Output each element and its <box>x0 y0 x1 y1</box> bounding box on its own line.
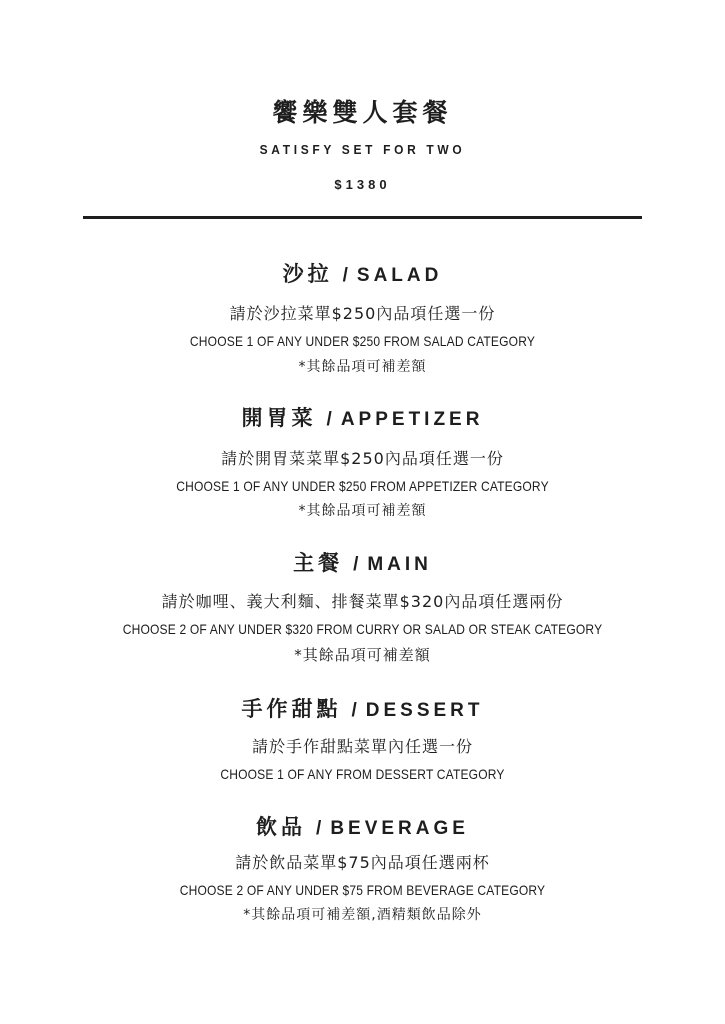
section-note: *其餘品項可補差額 <box>298 359 427 375</box>
section-separator: / <box>326 409 335 430</box>
section-desc-en: CHOOSE 1 OF ANY FROM DESSERT CATEGORY <box>220 766 505 782</box>
section-title-zh: 主餐 <box>293 551 344 575</box>
section-desc-zh: 請於沙拉菜單$250內品項任選一份 <box>229 304 496 323</box>
section-title-en: DESSERT <box>365 700 484 721</box>
set-title-en: SATISFY SET FOR TWO <box>259 142 466 157</box>
set-title-zh: 饗樂雙人套餐 <box>272 98 453 127</box>
section-heading-beverage <box>0 811 725 845</box>
section-note: *其餘品項可補差額 <box>294 646 431 664</box>
section-desc-en: CHOOSE 1 OF ANY UNDER $250 FROM SALAD CATEGORY <box>189 333 536 349</box>
section-heading-main <box>0 547 725 581</box>
section-title-en: MAIN <box>367 554 432 575</box>
header-divider <box>83 216 642 219</box>
section-title-en: SALAD <box>356 265 443 286</box>
section-desc-zh: 請於咖哩、義大利麵、排餐菜單$320內品項任選兩份 <box>161 592 564 611</box>
section-separator: / <box>351 700 360 721</box>
section-heading-salad <box>0 258 725 292</box>
section-title-zh: 開胃菜 <box>241 406 317 430</box>
section-heading-appetizer <box>0 402 725 436</box>
section-title-zh: 飲品 <box>256 815 307 839</box>
section-desc-zh: 請於手作甜點菜單內任選一份 <box>251 737 473 756</box>
section-desc-zh: 請於開胃菜菜單$250內品項任選一份 <box>221 449 504 468</box>
section-desc-en: CHOOSE 2 OF ANY UNDER $75 FROM BEVERAGE CATEGORY <box>179 882 546 898</box>
section-separator: / <box>316 818 325 839</box>
section-separator: / <box>342 265 351 286</box>
section-note: *其餘品項可補差額,酒精類飲品除外 <box>243 907 482 923</box>
section-title-en: BEVERAGE <box>330 818 469 839</box>
section-desc-en: CHOOSE 1 OF ANY UNDER $250 FROM APPETIZER CATEGORY <box>176 478 549 494</box>
section-note: *其餘品項可補差額 <box>298 503 427 519</box>
section-title-en: APPETIZER <box>340 409 484 430</box>
set-price: $1380 <box>334 177 391 192</box>
section-separator: / <box>353 554 362 575</box>
section-desc-zh: 請於飲品菜單$75內品項任選兩杯 <box>235 853 490 872</box>
section-title-zh: 沙拉 <box>282 262 333 286</box>
section-heading-dessert <box>0 693 725 727</box>
section-title-zh: 手作甜點 <box>241 697 342 721</box>
section-desc-en: CHOOSE 2 OF ANY UNDER $320 FROM CURRY OR SALAD OR STEAK CATEGORY <box>122 621 603 637</box>
